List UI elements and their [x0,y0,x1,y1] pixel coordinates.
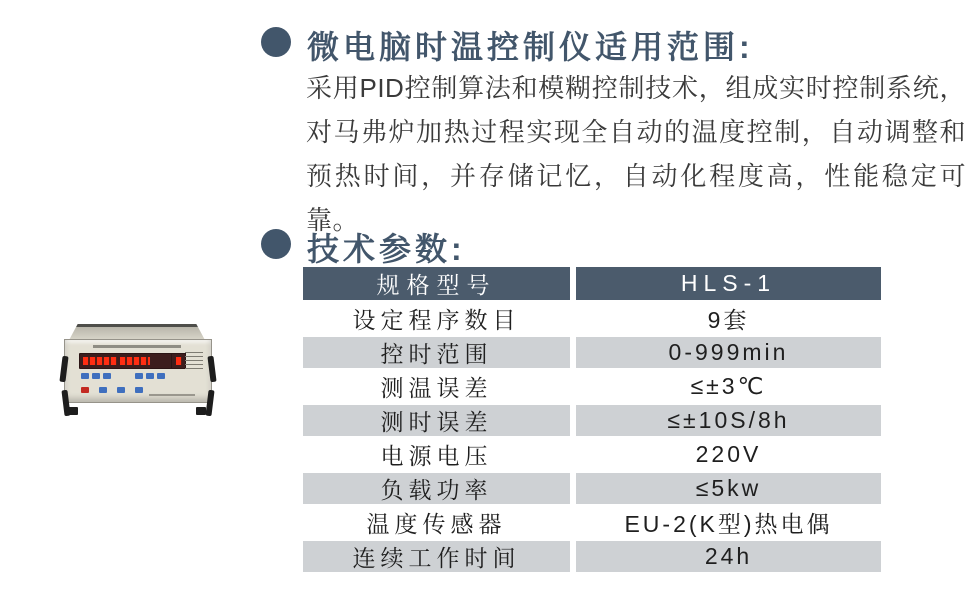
header-label: 规格型号 [303,267,570,300]
row-value: ≤±3℃ [576,371,881,402]
row-value: 24h [576,541,881,572]
row-label: 电源电压 [303,439,570,470]
table-row [303,371,881,402]
row-label: 设定程序数目 [303,303,570,334]
row-label: 测时误差 [303,405,570,436]
row-label: 负载功率 [303,473,570,504]
table-row [303,405,881,436]
rack-handle [207,356,216,383]
indicator-labels [185,352,203,372]
table-row [303,337,881,368]
header-value: HLS-1 [576,267,881,300]
panel-button [135,387,143,393]
panel-button [117,387,125,393]
rack-handle [205,390,214,417]
device-front-panel [64,339,212,403]
panel-button [81,373,89,379]
row-value: 0-999min [576,337,881,368]
panel-button-red [81,387,89,393]
device-maker-label [149,394,195,396]
device-model-label [93,345,181,348]
panel-button [146,373,154,379]
section-title-specs: 技术参数: [307,231,466,267]
range-description: 采用PID控制算法和模糊控制技术，组成实时控制系统，对马弗炉加热过程实现全自动的温度控制，自动调整和预热时间，并存储记忆，自动化程度高，性能稳定可靠。 [306,73,966,235]
table-row [303,507,881,538]
row-label: 控时范围 [303,337,570,368]
table-row [303,439,881,470]
panel-button [157,373,165,379]
led-digits-right [120,357,150,365]
row-value: ≤±10S/8h [576,405,881,436]
row-label: 温度传感器 [303,507,570,538]
table-row [303,303,881,334]
led-display [79,353,173,369]
table-row [303,541,881,572]
row-value: 220V [576,439,881,470]
product-photo [62,324,212,408]
row-value: ≤5kw [576,473,881,504]
table-row [303,473,881,504]
rack-handle [59,356,68,383]
spec-table [303,267,881,575]
panel-button [103,373,111,379]
table-header-row [303,267,881,300]
row-value: 9套 [576,303,881,334]
led-digits-left [83,357,117,365]
row-label: 测温误差 [303,371,570,402]
panel-button [135,373,143,379]
row-value: EU-2(K型)热电偶 [576,507,881,538]
bullet-icon [261,27,291,57]
device-foot [196,407,206,415]
panel-button [99,387,107,393]
row-label: 连续工作时间 [303,541,570,572]
led-segment [176,357,182,365]
panel-button [92,373,100,379]
device-foot [68,407,78,415]
led-digit-single [171,353,186,369]
section-title-range: 微电脑时温控制仪适用范围: [307,29,754,65]
bullet-icon [261,229,291,259]
